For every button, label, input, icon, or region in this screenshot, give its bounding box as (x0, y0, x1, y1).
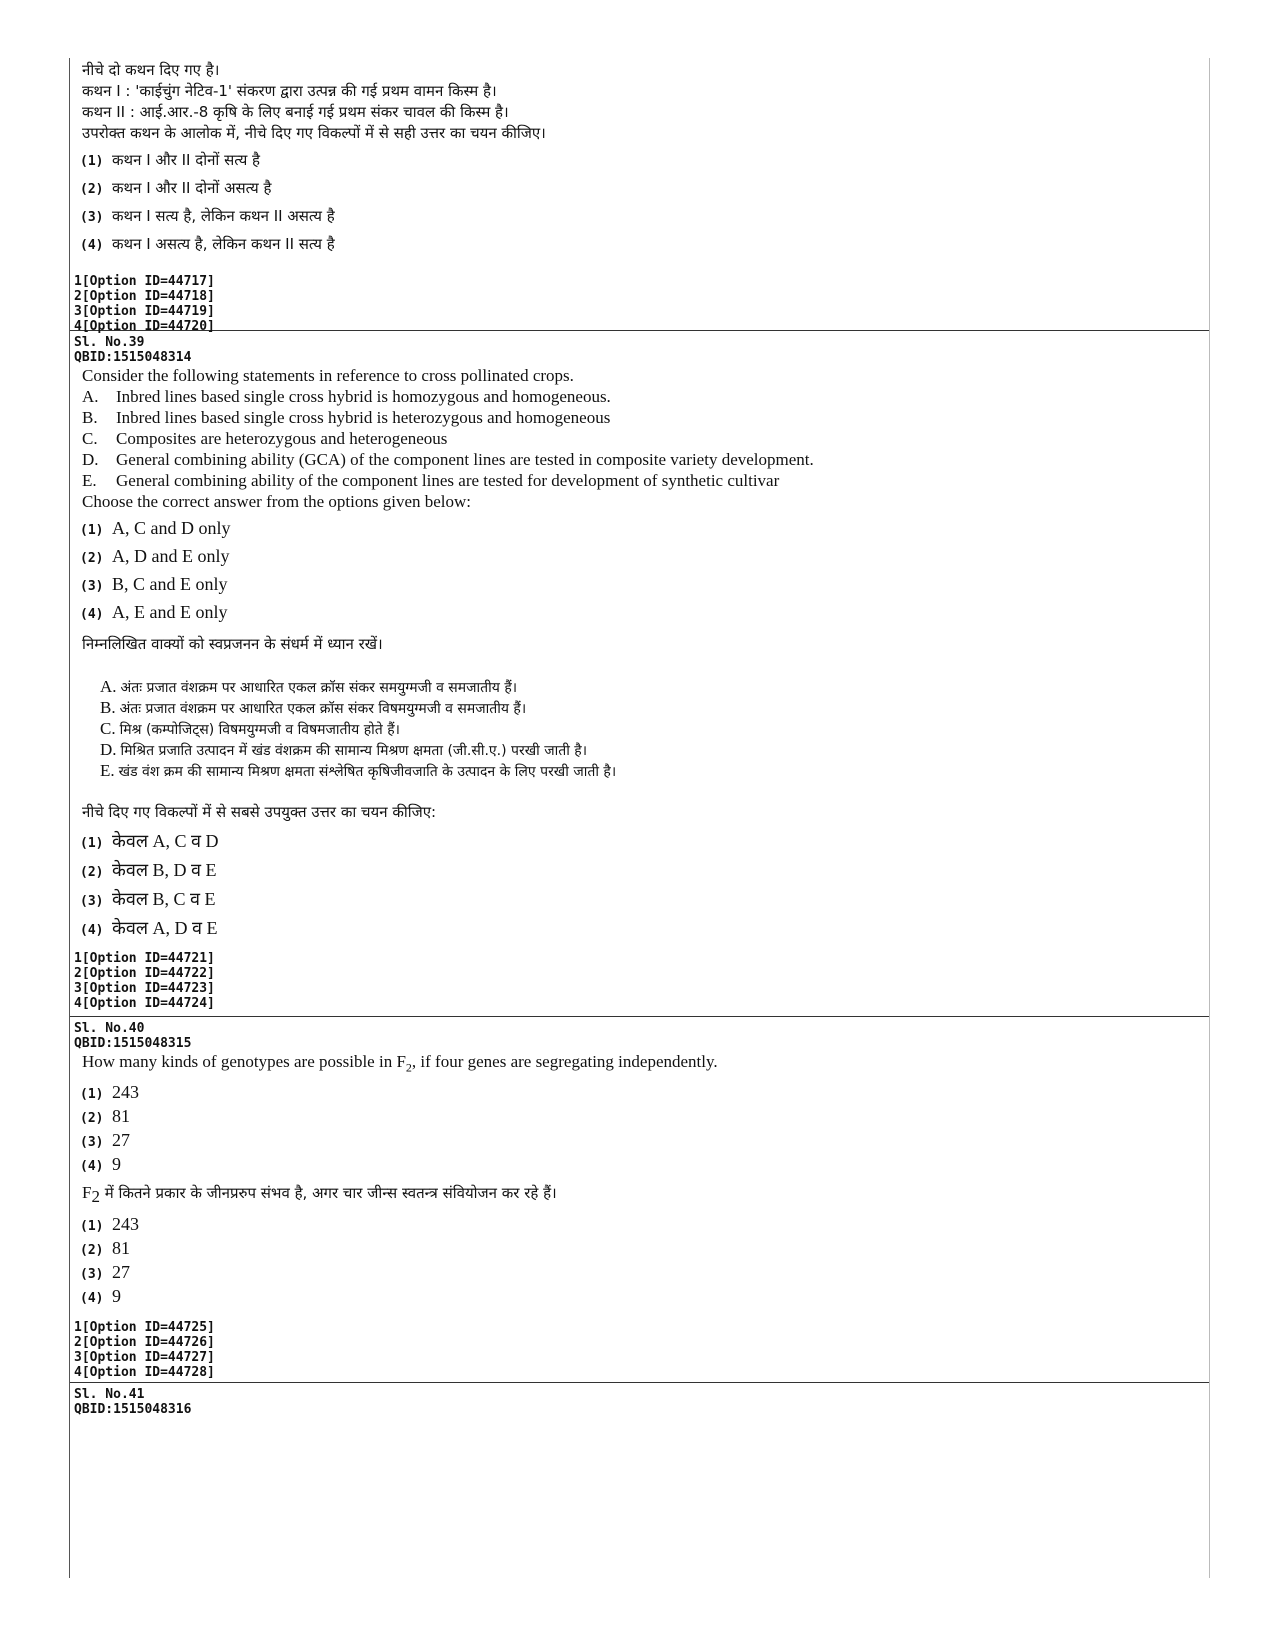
q38-option-4: (4) कथन I असत्य है, लेकिन कथन II सत्य है (80, 235, 335, 253)
q40-option-id-2: 2[Option ID=44726] (74, 1334, 215, 1350)
q40-option-id-3: 3[Option ID=44727] (74, 1349, 215, 1365)
q39-hindi-choose: नीचे दिए गए विकल्पों में से सबसे उपयुक्त उत्तर का चयन कीजिए: (82, 803, 437, 821)
q38-option-id-4: 4[Option ID=44720] (74, 319, 215, 334)
q40-option-4: (4) 9 (80, 1154, 121, 1175)
question-39-block (70, 330, 1209, 1016)
q39-option-3: (3) B, C and E only (80, 574, 228, 594)
q39-hindi-option-4: (4) केवल A, D व E (80, 918, 218, 938)
q39-hindi-statement-a: A. अंतः प्रजात वंशक्रम पर आधारित एकल क्रॉस संकर समयुग्मजी व समजातीय हैं। (100, 677, 518, 696)
q39-statement-b: B. Inbred lines based single cross hybrid is heterozygous and homogeneous (82, 408, 611, 427)
q38-instruction: उपरोक्त कथन के आलोक में, नीचे दिए गए विकल्पों में से सही उत्तर का चयन कीजिए। (82, 124, 546, 142)
q39-option-1: (1) A, C and D only (80, 518, 231, 538)
q39-hindi-option-2: (2) केवल B, D व E (80, 860, 217, 880)
q40-hindi-option-1: (1) 243 (80, 1213, 139, 1234)
question-41-block (70, 1382, 1209, 1572)
q39-sl-no: Sl. No.39 (74, 335, 145, 350)
q39-hindi-statement-b: B. अंतः प्रजात वंशक्रम पर आधारित एकल क्रॉस संकर विषमयुग्मजी व समजातीय हैं। (100, 698, 527, 717)
q40-option-2: (2) 81 (80, 1106, 130, 1127)
q38-option-id-2: 2[Option ID=44718] (74, 289, 215, 304)
question-38-block (70, 58, 1209, 334)
q38-option-id-3: 3[Option ID=44719] (74, 304, 215, 319)
q40-hindi-option-4: (4) 9 (80, 1285, 121, 1306)
q40-option-id-1: 1[Option ID=44725] (74, 1319, 215, 1335)
q39-option-id-4: 4[Option ID=44724] (74, 996, 215, 1011)
q40-question: How many kinds of genotypes are possible in $F_2$, if four genes are segregating independently. (82, 1052, 718, 1075)
q39-intro: Consider the following statements in reference to cross pollinated crops. (82, 366, 574, 385)
q41-sl-no: Sl. No.41 (74, 1387, 145, 1402)
q39-statement-d: D. General combining ability (GCA) of the component lines are tested in composite variety development. (82, 450, 814, 469)
question-40-block (70, 1016, 1209, 1382)
q39-hindi-statement-d: D. मिश्रित प्रजाति उत्पादन में खंड वंशक्रम की सामान्य मिश्रण क्षमता (जी.सी.ए.) परखी जाती है। (100, 740, 588, 759)
q39-statement-a: A. Inbred lines based single cross hybrid is homozygous and homogeneous. (82, 387, 611, 406)
q39-choose: Choose the correct answer from the options given below: (82, 492, 472, 511)
q39-option-2: (2) A, D and E only (80, 546, 230, 566)
question-paper-page (69, 58, 1210, 1578)
q39-hindi-option-1: (1) केवल A, C व D (80, 831, 219, 851)
q38-option-1: (1) कथन I और II दोनों सत्य है (80, 151, 261, 169)
q39-hindi-statement-e: E. खंड वंश क्रम की सामान्य मिश्रण क्षमता संश्लेषित कृषिजीवजाति के उत्पादन के लिए परखी जाती है। (100, 761, 617, 780)
q39-option-4: (4) A, E and E only (80, 602, 228, 622)
q39-statement-e: E. General combining ability of the component lines are tested for development of synthetic cultivar (82, 471, 780, 490)
q38-option-id-1: 1[Option ID=44717] (74, 274, 215, 289)
q38-option-3: (3) कथन I सत्य है, लेकिन कथन II असत्य है (80, 207, 335, 225)
q39-hindi-intro: निम्नलिखित वाक्यों को स्वप्रजनन के संधर्म में ध्यान रखें। (82, 635, 383, 653)
q38-option-2: (2) कथन I और II दोनों असत्य है (80, 179, 272, 197)
q39-hindi-option-3: (3) केवल B, C व E (80, 889, 216, 909)
q38-intro: नीचे दो कथन दिए गए है। (82, 61, 220, 79)
q39-option-id-2: 2[Option ID=44722] (74, 966, 215, 981)
q41-qbid: QBID:1515048316 (74, 1402, 192, 1417)
q39-option-id-3: 3[Option ID=44723] (74, 981, 215, 996)
q40-hindi-option-2: (2) 81 (80, 1237, 130, 1258)
q40-option-3: (3) 27 (80, 1130, 130, 1151)
q39-hindi-statement-c: C. मिश्र (कम्पोजिट्स) विषमयुग्मजी व विषमजातीय होते हैं। (100, 719, 400, 738)
q38-statement-1: कथन I : 'काईचुंग नेटिव-1' संकरण द्वारा उत्पन्न की गई प्रथम वामन किस्म है। (82, 82, 497, 100)
q40-hindi-option-3: (3) 27 (80, 1261, 130, 1282)
q40-sl-no: Sl. No.40 (74, 1021, 145, 1036)
q40-option-id-4: 4[Option ID=44728] (74, 1364, 215, 1380)
q39-option-id-1: 1[Option ID=44721] (74, 951, 215, 966)
q39-qbid: QBID:1515048314 (74, 350, 192, 365)
q39-statement-c: C. Composites are heterozygous and heterogeneous (82, 429, 448, 448)
q40-hindi-question: $F_2$ में कितने प्रकार के जीनप्ररुप संभव है, अगर चार जीन्स स्वतन्त्र संवियोजन कर रहे हैं। (82, 1183, 557, 1207)
q40-option-1: (1) 243 (80, 1082, 139, 1103)
q38-statement-2: कथन II : आई.आर.-8 कृषि के लिए बनाई गई प्रथम संकर चावल की किस्म है। (82, 103, 509, 121)
q40-qbid: QBID:1515048315 (74, 1036, 192, 1051)
